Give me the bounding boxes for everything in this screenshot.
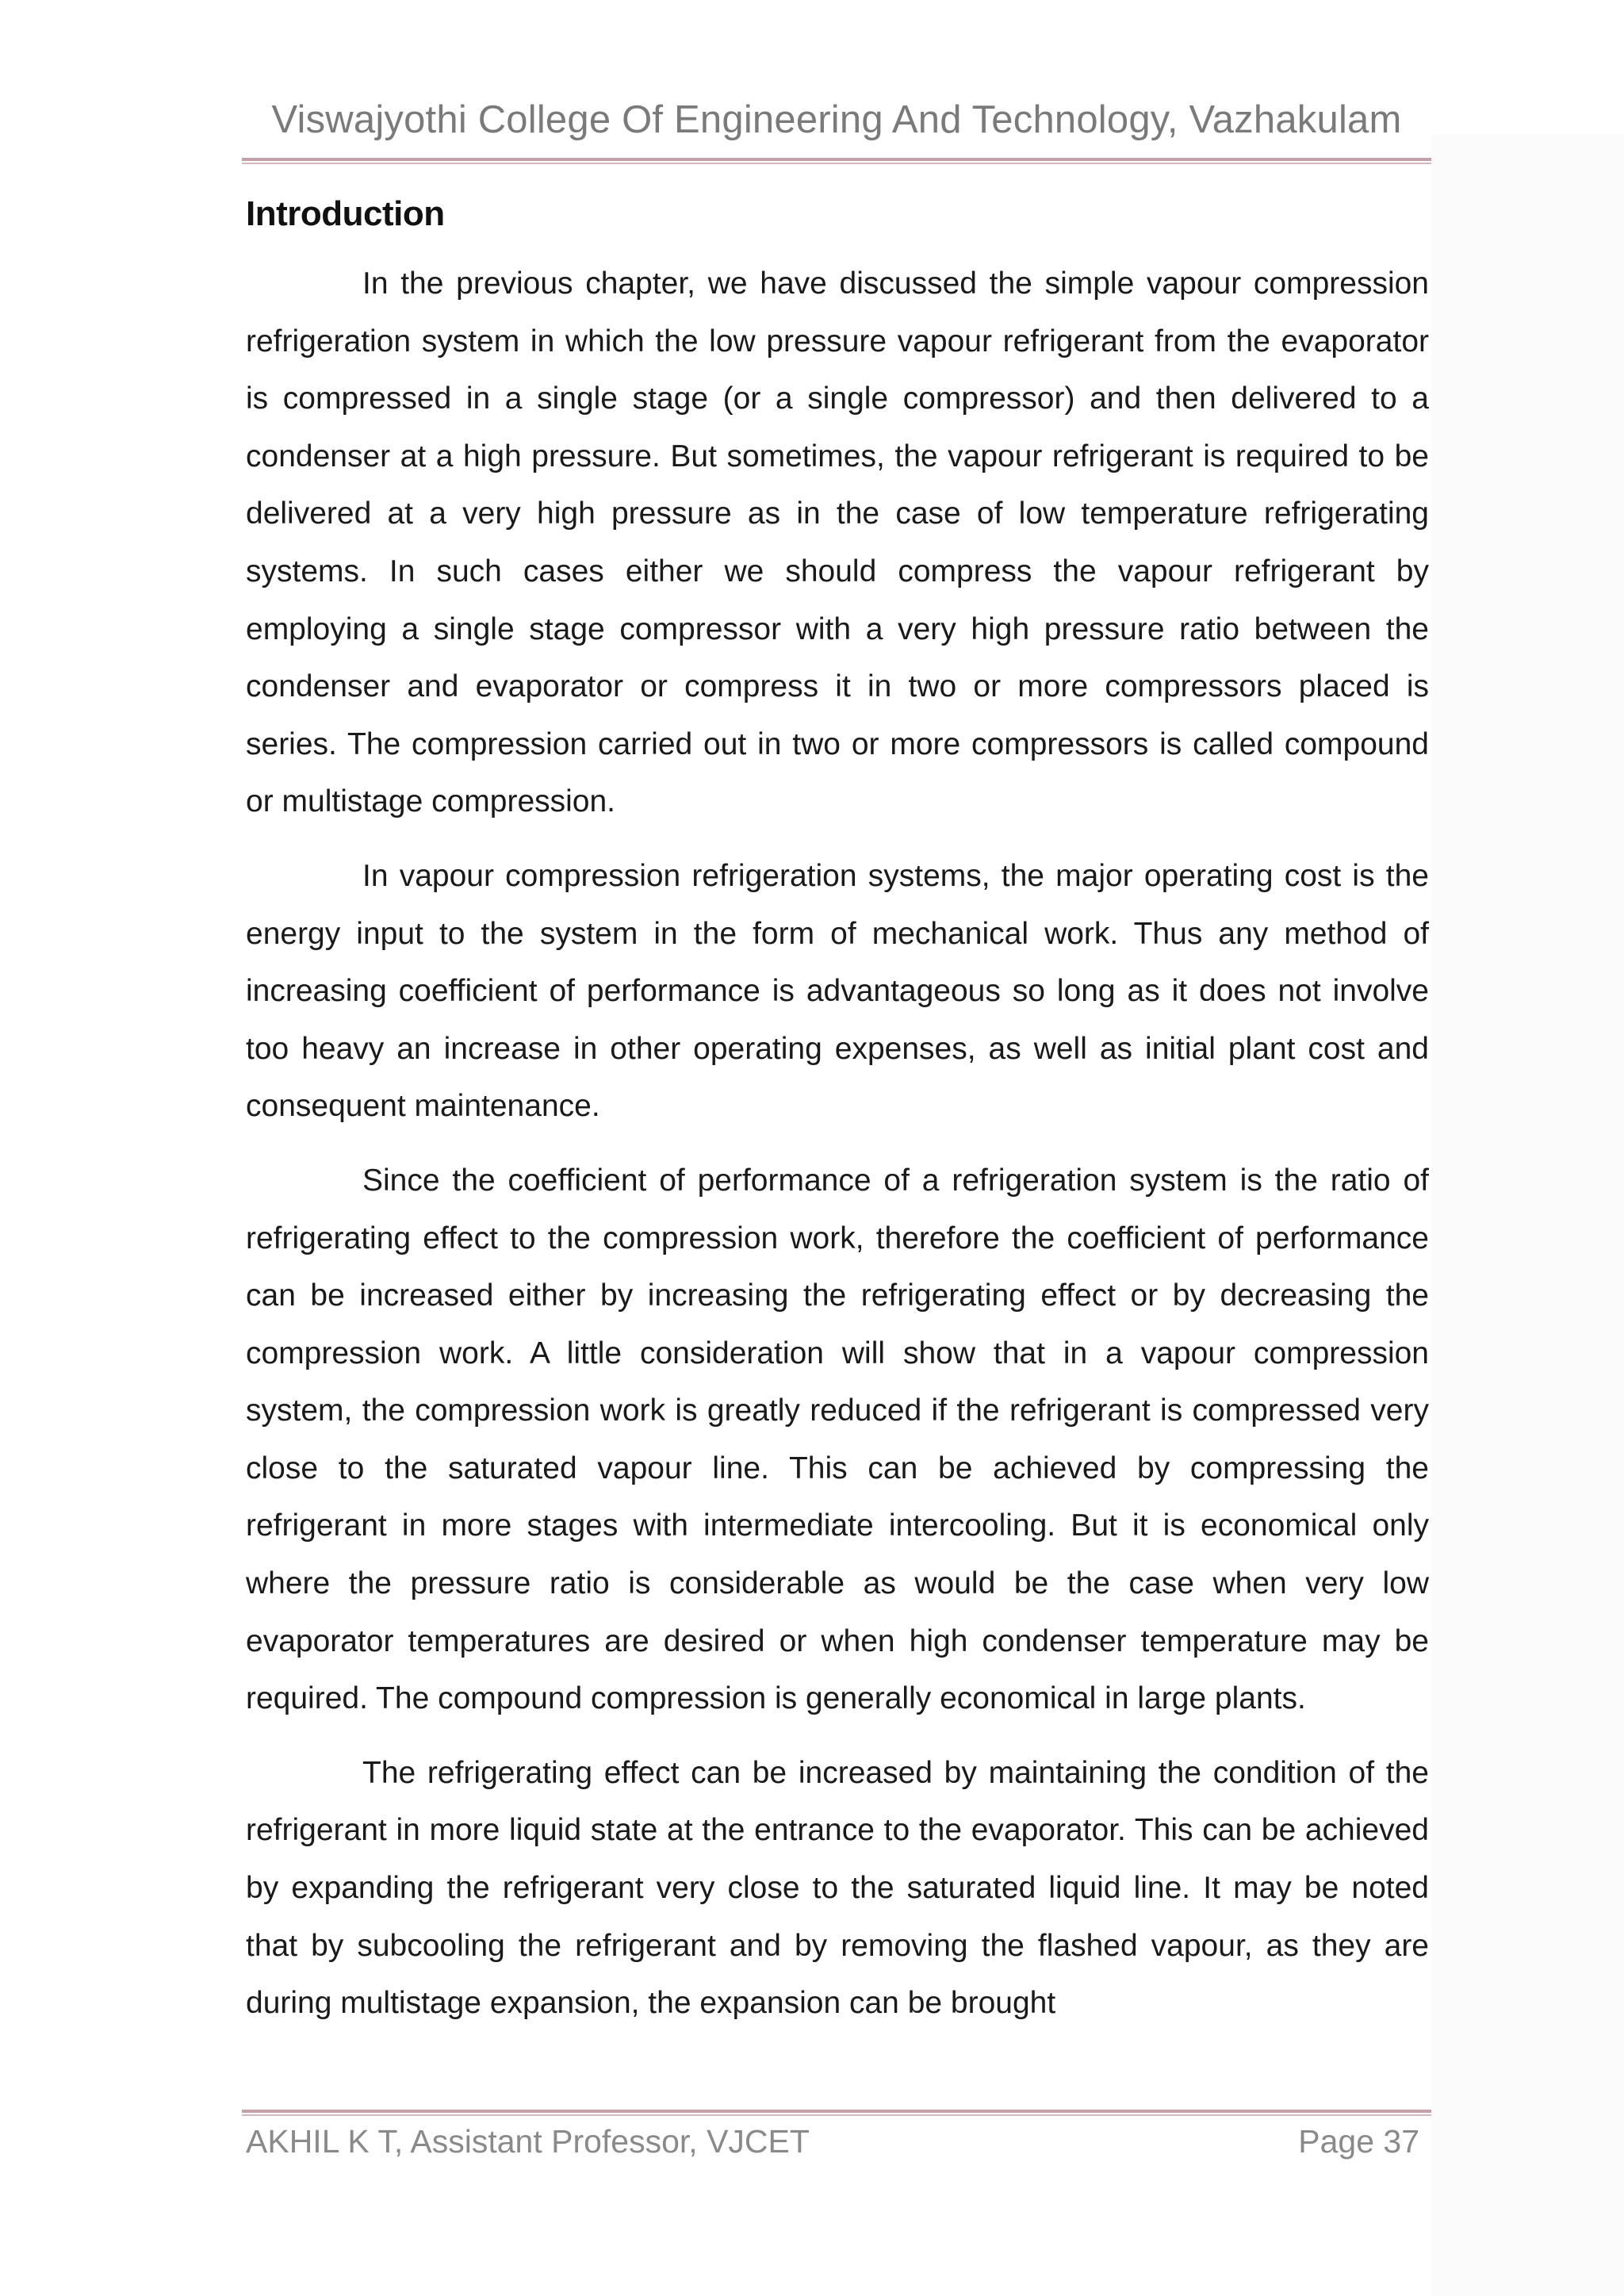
paragraph-2: In vapour compression refrigeration systems, the major operating cost is the energy input to the system in the form of mechanical work. Thus any method of increasing coefficient of performance is advantageous so long as it does not involve too heavy an increase in other operating expenses, as well as initial plant cost and consequent maintenance. — [246, 858, 1429, 1124]
paragraph-1: In the previous chapter, we have discussed the simple vapour compression refrigeration system in which the low pressure vapour refrigerant from the evaporator is compressed in a single stage (or a single compressor) and then delivered to a condenser at a high pressure. But sometimes, the vapour refrigerant is required to be delivered at a very high pressure as in the case of low temperature refrigerating systems. In such cases either we should compress the vapour refrigerant by employing a single stage compressor with a very high pressure ratio between the condenser and evaporator or compress it in two or more compressors placed is series. The compression carried out in two or more compressors is called compound or multistage compression. — [246, 266, 1429, 819]
paragraph-4: The refrigerating effect can be increased by maintaining the condition of the refrigerant in more liquid state at the entrance to the evaporator. This can be achieved by expanding the refrigerant very close to the saturated liquid line. It may be noted that by subcooling the refrigerant and by removing the flashed vapour, as they are during multistage expansion, the expansion can be brought — [246, 1755, 1429, 2021]
footer-rule-secondary — [242, 2114, 1431, 2116]
footer-rule — [242, 2110, 1431, 2113]
page-margin-shade — [1431, 135, 1624, 2296]
header-rule — [242, 158, 1431, 161]
page-header-title: Viswajyothi College Of Engineering And Technology, Vazhakulam — [271, 98, 1402, 141]
page-number: Page 37 — [1298, 2123, 1419, 2160]
header-rule-secondary — [242, 163, 1431, 164]
footer-author: AKHIL K T, Assistant Professor, VJCET — [246, 2123, 810, 2160]
document-body — [246, 182, 1429, 2049]
section-heading: Introduction — [246, 194, 445, 233]
paragraph-3: Since the coefficient of performance of a refrigeration system is the ratio of refrigerating effect to the compression work, therefore the coefficient of performance can be increased either by increasing the refrigerating effect or by decreasing the compression work. A little consideration will show that in a vapour compression system, the compression work is greatly reduced if the refrigerant is compressed very close to the saturated vapour line. This can be achieved by compressing the refrigerant in more stages with intermediate intercooling. But it is economical only where the pressure ratio is considerable as would be the case when very low evaporator temperatures are desired or when high condenser temperature may be required. The compound compression is generally economical in large plants. — [246, 1163, 1429, 1716]
